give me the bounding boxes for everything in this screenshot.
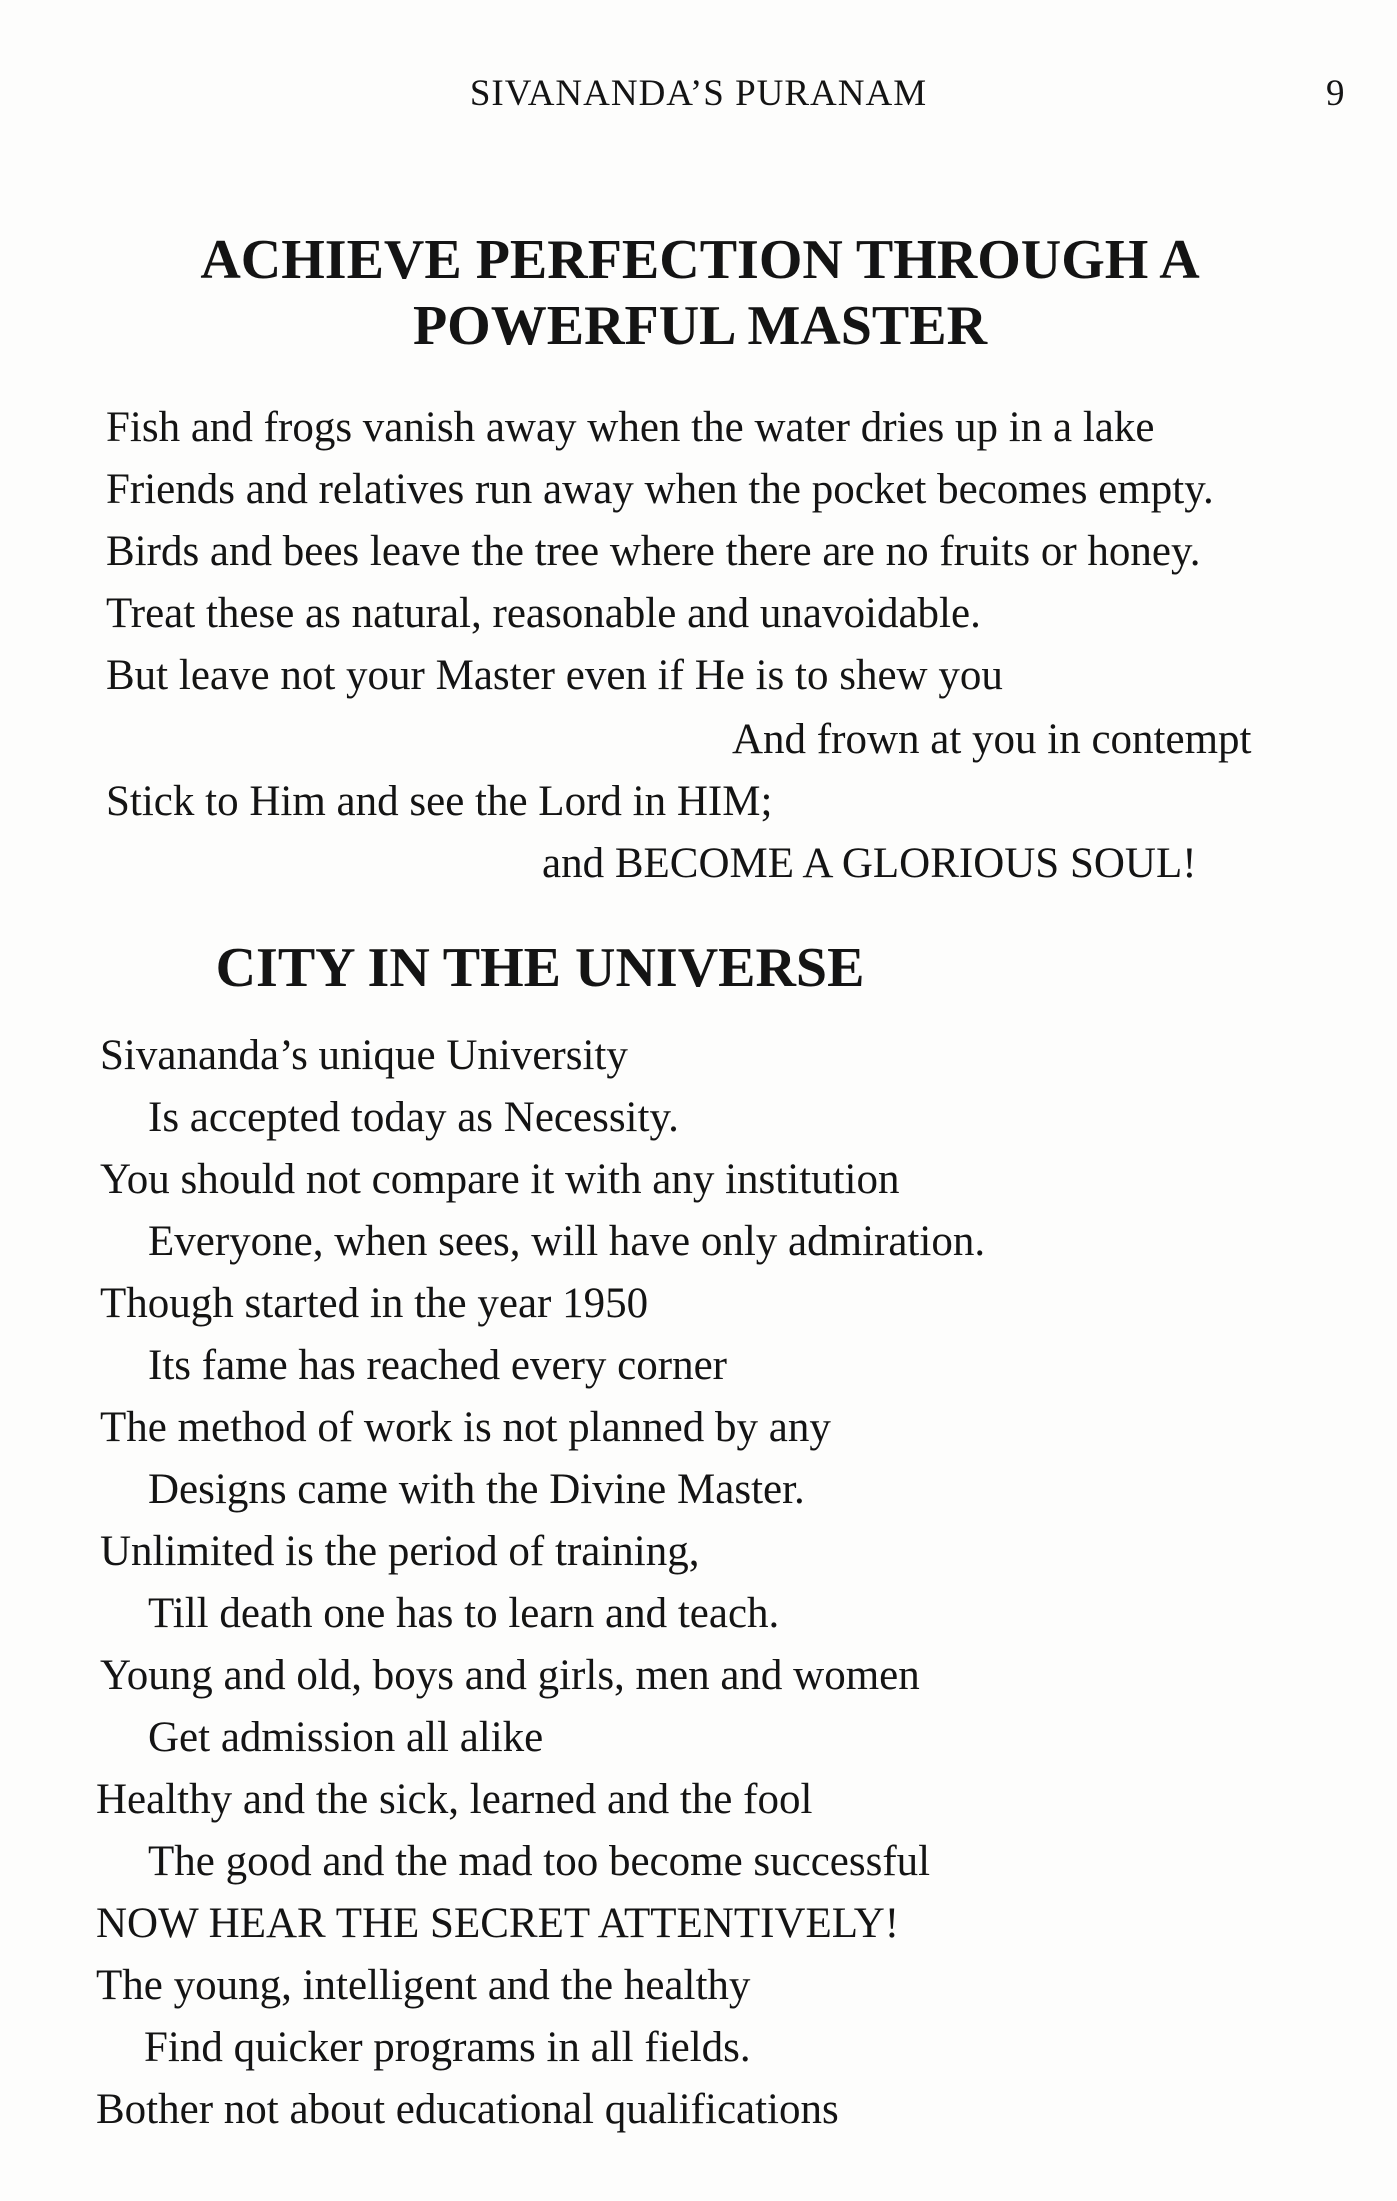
poem-line: Get admission all alike bbox=[148, 1714, 544, 1761]
poem-line: Bother not about educational qualifications bbox=[96, 2086, 839, 2133]
poem-line: Sivananda’s unique University bbox=[100, 1032, 628, 1079]
poem-line: Its fame has reached every corner bbox=[148, 1342, 727, 1389]
poem-line: You should not compare it with any institution bbox=[100, 1156, 900, 1203]
poem-line: Healthy and the sick, learned and the fool bbox=[96, 1776, 813, 1823]
poem-line: Is accepted today as Necessity. bbox=[148, 1094, 679, 1141]
poem-line: NOW HEAR THE SECRET ATTENTIVELY! bbox=[96, 1900, 900, 1947]
poem-line: Designs came with the Divine Master. bbox=[148, 1466, 805, 1513]
poem-line: But leave not your Master even if He is to shew you bbox=[106, 652, 1003, 699]
poem-line: The good and the mad too become successful bbox=[148, 1838, 931, 1885]
title-line-1: ACHIEVE PERFECTION THROUGH A bbox=[200, 229, 1200, 291]
poem-line: Treat these as natural, reasonable and unavoidable. bbox=[106, 590, 981, 637]
poem-line: Fish and frogs vanish away when the water dries up in a lake bbox=[106, 404, 1155, 451]
page-number: 9 bbox=[1326, 73, 1345, 114]
poem-line: Friends and relatives run away when the pocket becomes empty. bbox=[106, 466, 1214, 513]
poem-line: The young, intelligent and the healthy bbox=[96, 1962, 751, 2009]
title-line-2: POWERFUL MASTER bbox=[412, 295, 988, 357]
section-title-achieve-perfection bbox=[50, 227, 1350, 359]
poem-line: Stick to Him and see the Lord in HIM; bbox=[106, 778, 773, 825]
running-title: SIVANANDA’S PURANAM bbox=[469, 73, 928, 114]
poem-line: Unlimited is the period of training, bbox=[100, 1528, 700, 1575]
poem-line: Though started in the year 1950 bbox=[100, 1280, 649, 1327]
section-title-city-in-universe: CITY IN THE UNIVERSE bbox=[215, 937, 865, 999]
poem-line: Find quicker programs in all fields. bbox=[144, 2024, 751, 2071]
poem-line: Till death one has to learn and teach. bbox=[148, 1590, 780, 1637]
poem-line: Young and old, boys and girls, men and women bbox=[100, 1652, 920, 1699]
poem-line: Everyone, when sees, will have only admiration. bbox=[148, 1218, 986, 1265]
poem-line: Birds and bees leave the tree where there are no fruits or honey. bbox=[106, 528, 1201, 575]
poem-line: The method of work is not planned by any bbox=[100, 1404, 831, 1451]
poem-line: and BECOME A GLORIOUS SOUL! bbox=[542, 840, 1197, 887]
poem-line: And frown at you in contempt bbox=[732, 716, 1252, 763]
